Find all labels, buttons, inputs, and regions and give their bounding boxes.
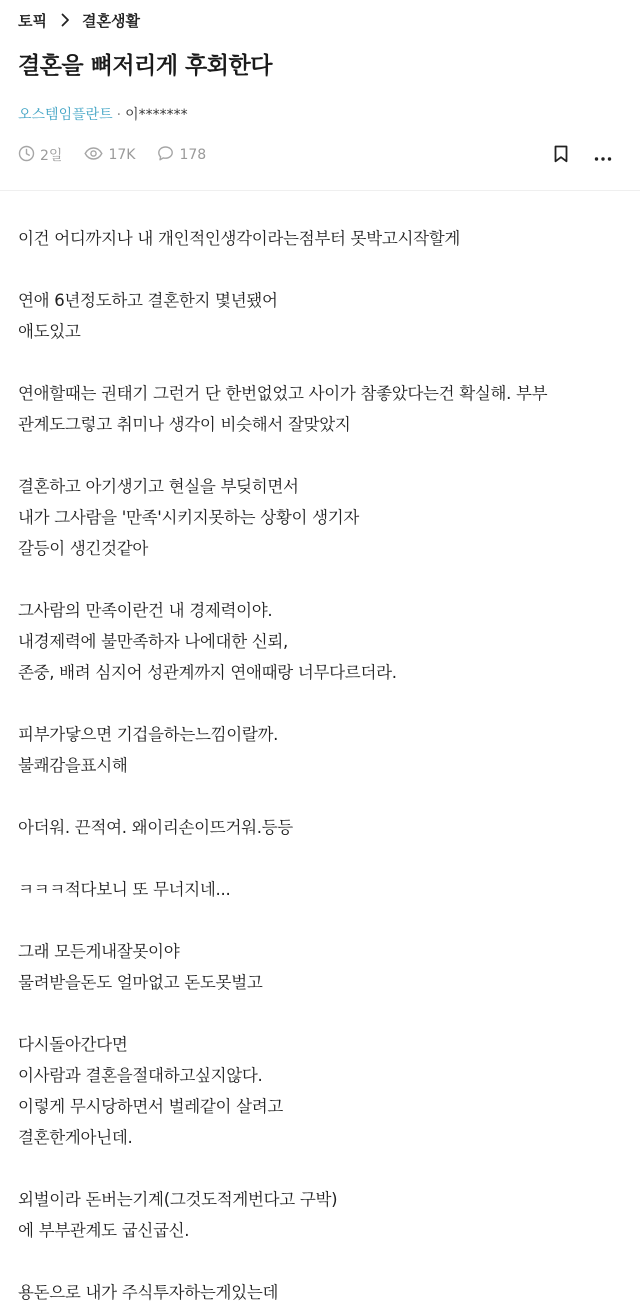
post-comments: 178 [179,147,207,163]
author-separator: · [116,107,122,123]
body-line: 관계도그렇고 취미나 생각이 비슷해서 잘맞았지 [18,415,351,434]
body-line: 그사람의 만족이란건 내 경제력이야. [18,601,273,620]
body-line: 이건 어디까지나 내 개인적인생각이라는점부터 못박고시작할게 [18,229,461,248]
stat-views [84,145,135,166]
more-button[interactable] [590,143,616,169]
body-line: 외벌이라 돈버는기계(그것도적게번다고 구박) [18,1190,338,1209]
body-line [18,688,622,719]
header-divider [0,190,640,191]
body-line [18,347,622,378]
breadcrumb-category[interactable]: 결혼생활 [81,11,140,30]
author-company[interactable]: 오스템임플란트 [18,107,113,123]
body-line: 내경제력에 불만족하자 나에대한 신뢰, [18,632,289,651]
post-title: 결혼을 뼈저리게 후회한다 [18,53,272,79]
body-line: 결혼하고 아기생기고 현실을 부딪히면서 [18,477,299,496]
breadcrumb [18,8,140,32]
clock-icon [18,145,40,166]
body-line: 아더워. 끈적여. 왜이리손이뜨거워.등등 [18,818,293,837]
body-line [18,1246,622,1277]
comment-icon [157,145,179,166]
body-line [18,998,622,1029]
body-line: 갈등이 생긴것같아 [18,539,149,558]
body-line [18,254,622,285]
breadcrumb-topic[interactable]: 토픽 [18,11,47,30]
bookmark-button[interactable] [548,143,574,169]
body-line [18,440,622,471]
body-line [18,781,622,812]
body-line [18,564,622,595]
post-stats [18,143,228,167]
body-line: 피부가닿으면 기겁을하는느낌이랄까. [18,725,279,744]
body-line: 애도있고 [18,322,81,341]
body-line: 에 부부관계도 굽신굽신. [18,1221,190,1240]
author-line [18,103,188,127]
body-line: 불쾌감을표시해 [18,756,128,775]
body-line: 연애 6년정도하고 결혼한지 몇년됐어 [18,291,278,310]
body-line: 다시돌아간다면 [18,1035,128,1054]
body-line: 결혼한게아닌데. [18,1128,133,1147]
stat-time [18,145,62,166]
more-horizontal-icon [594,147,612,166]
post-body [18,223,622,1308]
post-time: 2일 [40,148,63,164]
body-line: 물려받을돈도 얼마없고 돈도못벌고 [18,973,263,992]
post-views: 17K [108,147,136,163]
author-name: 이******* [125,107,188,123]
body-line: 이사람과 결혼을절대하고싶지않다. [18,1066,263,1085]
body-line: ㅋㅋㅋ적다보니 또 무너지네... [18,880,231,899]
body-line [18,843,622,874]
post-actions [548,143,616,169]
body-line [18,905,622,936]
stat-comments[interactable] [157,145,206,166]
bookmark-icon [553,145,569,167]
body-line: 연애할때는 권태기 그런거 단 한번없었고 사이가 참좋았다는건 확실해. 부부 [18,384,548,403]
body-line: 용돈으로 내가 주식투자하는게있는데 [18,1283,279,1302]
body-line: 그래 모든게내잘못이야 [18,942,180,961]
body-line: 내가 그사람을 '만족'시키지못하는 상황이 생기자 [18,508,360,527]
body-line: 존중, 배려 심지어 성관계까지 연애때랑 너무다르더라. [18,663,397,682]
body-line [18,1153,622,1184]
body-line: 이렇게 무시당하면서 벌레같이 살려고 [18,1097,284,1116]
chevron-right-icon [61,13,70,27]
eye-icon [84,145,108,166]
